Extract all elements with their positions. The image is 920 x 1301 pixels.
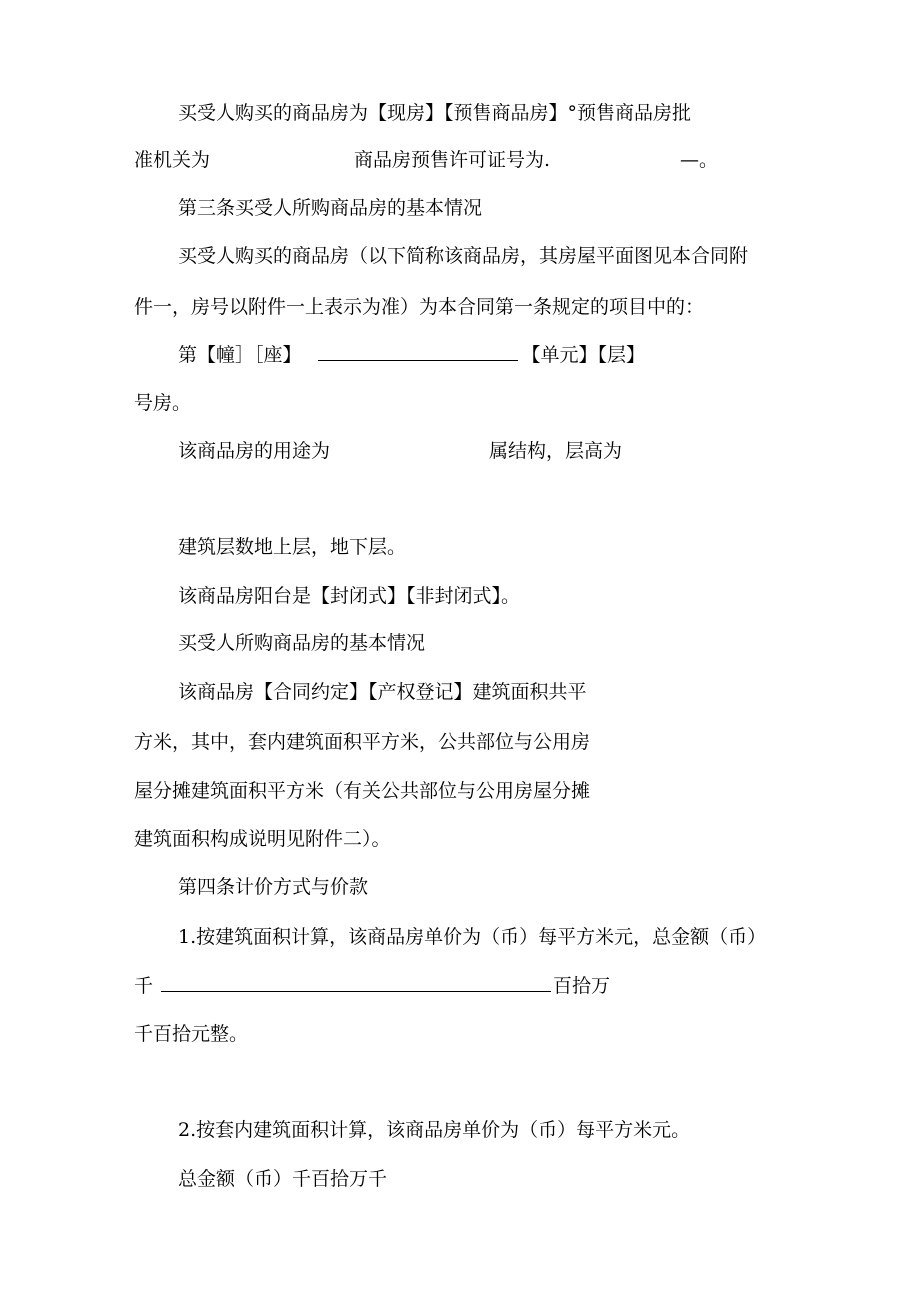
paragraph-line-2b (354, 148, 550, 172)
paragraph-line-20: 2.按套内建筑面积计算，该商品房单价为（币）每平方米元。 (178, 1119, 691, 1141)
paragraph-line-11: 买受人所购商品房的基本情况 (178, 632, 426, 654)
paragraph-line-2c (680, 148, 718, 172)
paragraph-line-8b (489, 439, 622, 463)
paragraph-line-10: 该商品房阳台是【封闭式】【非封闭式】。 (178, 585, 521, 607)
paragraph-line-9: 建筑层数地上层，地下层。 (178, 536, 407, 558)
blank-underline (318, 344, 518, 361)
paragraph-line-1: 买受人购买的商品房为【现房】【预售商品房】°预售商品房批 (178, 102, 692, 124)
paragraph-line-15: 建筑面积构成说明见附件二）。 (134, 828, 391, 850)
section-heading-3: 第三条买受人所购商品房的基本情况 (178, 197, 483, 219)
paragraph-line-4: 买受人购买的商品房（以下简称该商品房，其房屋平面图见本合同附 (178, 245, 749, 267)
paragraph-line-13: 方米，其中，套内建筑面积平方米，公共部位与公用房 (134, 731, 591, 753)
blank-underline (161, 975, 551, 992)
paragraph-line-17: 1.按建筑面积计算，该商品房单价为（币）每平方米元，总金额（币） (178, 926, 767, 948)
paragraph-line-12: 该商品房【合同约定】【产权登记】建筑面积共平 (178, 681, 587, 703)
text-segment: 千 (134, 975, 154, 997)
text-segment: 【单元】【层】 (521, 344, 646, 366)
text-segment: 第【幢］［座】 (178, 344, 302, 366)
paragraph-line-19: 千百拾元整。 (134, 1023, 249, 1045)
text-segment: 该商品房的用途为 (178, 440, 331, 462)
paragraph-line-21: 总金额（币）千百拾万千 (178, 1168, 388, 1190)
paragraph-line-7: 号房。 (134, 392, 192, 414)
section-heading-4: 第四条计价方式与价款 (178, 876, 369, 898)
paragraph-line-6 (178, 343, 645, 367)
paragraph-line-5: 件一，房号以附件一上表示为准）为本合同第一条规定的项目中的： (134, 296, 705, 318)
text-segment: 属结构，层高为 (489, 440, 623, 462)
paragraph-line-8 (178, 439, 330, 463)
paragraph-line-18 (134, 974, 610, 998)
text-segment: 商品房预售许可证号为. (354, 149, 551, 171)
paragraph-line-14: 屋分摊建筑面积平方米（有关公共部位与公用房屋分摊 (134, 780, 591, 802)
text-segment: 百拾万 (553, 975, 611, 997)
paragraph-line-2 (134, 148, 210, 172)
text-segment: —。 (680, 149, 719, 171)
text-segment: 准机关为 (134, 149, 211, 171)
